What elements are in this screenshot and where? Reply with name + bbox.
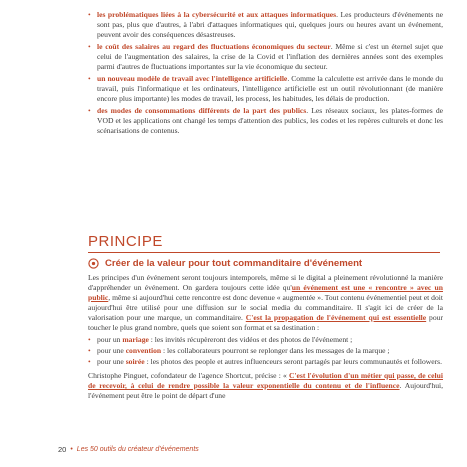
- bullet-lead: un nouveau modèle de travail avec l'intelligence artificielle: [97, 74, 288, 83]
- text-run: . Aujourd'hui, l'événement peut être le point de départ d'une: [88, 381, 443, 400]
- running-title: Les 50 outils du créateur d'événements: [76, 446, 199, 453]
- bullet-icon: •: [88, 106, 91, 115]
- bullet-item: [88, 346, 443, 356]
- bullet-item: [88, 74, 443, 104]
- body-paragraph: [88, 273, 443, 333]
- text-run: pour un: [97, 335, 123, 344]
- bullet-icon: •: [88, 346, 91, 355]
- emphasis-text: C'est l'évolution d'un métier qui passe, de celui de recevoir, à celui de rendre possible la valeur exponentielle du contenu et de l'influence: [88, 371, 443, 390]
- bullet-lead: des modes de consommations différents de la part des publics: [97, 106, 307, 115]
- text-run: Christophe Pinguet, cofondateur de l'agence Shortcut, précise : «: [88, 371, 289, 380]
- usage-bullet-list: [88, 335, 443, 367]
- text-run: Les principes d'un événement seront toujours intemporels, même si le digital a pleinement révolutionné la manière d'appréhender un événement. On gardera toujours cette idée qu': [88, 273, 443, 292]
- bullet-lead: les problématiques liées à la cybersécurité et aux attaques informatiques: [97, 10, 337, 19]
- body-paragraph: [88, 371, 443, 401]
- page-footer: [58, 445, 199, 454]
- target-circle-icon: [88, 258, 99, 269]
- page-number: 20: [58, 445, 67, 454]
- emphasis-text: C'est la propagation de l'événement qui est essentielle: [245, 313, 427, 322]
- text-run: pour une: [97, 357, 126, 366]
- bullet-item: [88, 10, 443, 40]
- emphasis-text: soirée: [125, 357, 145, 366]
- text-run: , même si aujourd'hui cette rencontre est donc devenue « augmentée ». Tout contenu événementiel peut et doit aujourd'hui être utilisé pour une diffusion sur le social media du commanditaire. Il s'agit ici de créer de la valorisation pour une marque, un commanditaire.: [88, 293, 443, 322]
- text-run: : les collaborateurs pourront se replonger dans les messages de la marque ;: [161, 346, 390, 355]
- subheading-text: Créer de la valeur pour tout commanditaire d'événement: [105, 258, 363, 269]
- bullet-icon: •: [88, 74, 91, 83]
- bullet-icon: •: [88, 42, 91, 51]
- bullet-text: . Les producteurs d'événements ne sont pas, plus que d'autres, à l'abri d'attaques informatiques qui, quelques jours ou heures avant un événement, peuvent avoir des conséquences désastreuses.: [97, 10, 444, 39]
- bullet-icon: •: [88, 10, 91, 19]
- top-bullet-list: [88, 10, 443, 138]
- emphasis-text: mariage: [122, 335, 149, 344]
- bullet-text: . Même si c'est un éternel sujet que celui de l'augmentation des salaires, la crise de la Covid et l'inflation des dernières années sont des exemples parmi d'autres de fluctuations importantes sur la vie économique du secteur.: [97, 42, 443, 71]
- bullet-text: . Comme la calculette est arrivée dans le monde du travail, puis l'informatique et les ordinateurs, l'intelligence artificielle est un outil révolutionnant (de manière encore plus importante) les modes de travail, les process, les habitudes, les délais de production.: [97, 74, 443, 103]
- bullet-item: [88, 42, 443, 72]
- text-run: pour toucher le plus grand nombre, quels que soient son format et sa destination :: [88, 313, 443, 332]
- text-run: pour une: [97, 346, 126, 355]
- main-body: [88, 273, 443, 401]
- bullet-item: [88, 357, 443, 367]
- emphasis-text: convention: [125, 346, 162, 355]
- bullet-icon: •: [88, 335, 91, 344]
- separator-dot-icon: •: [70, 446, 73, 453]
- subheading: [88, 258, 448, 269]
- text-run: : les invités récupèreront des vidéos et des photos de l'événement ;: [148, 335, 353, 344]
- bullet-icon: •: [88, 357, 91, 366]
- bullet-item: [88, 106, 443, 136]
- section-title: PRINCIPE: [88, 233, 440, 253]
- text-run: : les photos des people et autres influenceurs seront partagés par leurs communautés et followers.: [144, 357, 443, 366]
- bullet-text: . Les réseaux sociaux, les plates-formes de VOD et les applications ont changé les temps d'attention des publics, les codes et les repères culturels et donc les scénarisations de contenus.: [97, 106, 443, 135]
- bullet-lead: le coût des salaires au regard des fluctuations économiques du secteur: [97, 42, 331, 51]
- bullet-item: [88, 335, 443, 345]
- emphasis-text: un événement est une « rencontre » avec un public: [88, 283, 443, 302]
